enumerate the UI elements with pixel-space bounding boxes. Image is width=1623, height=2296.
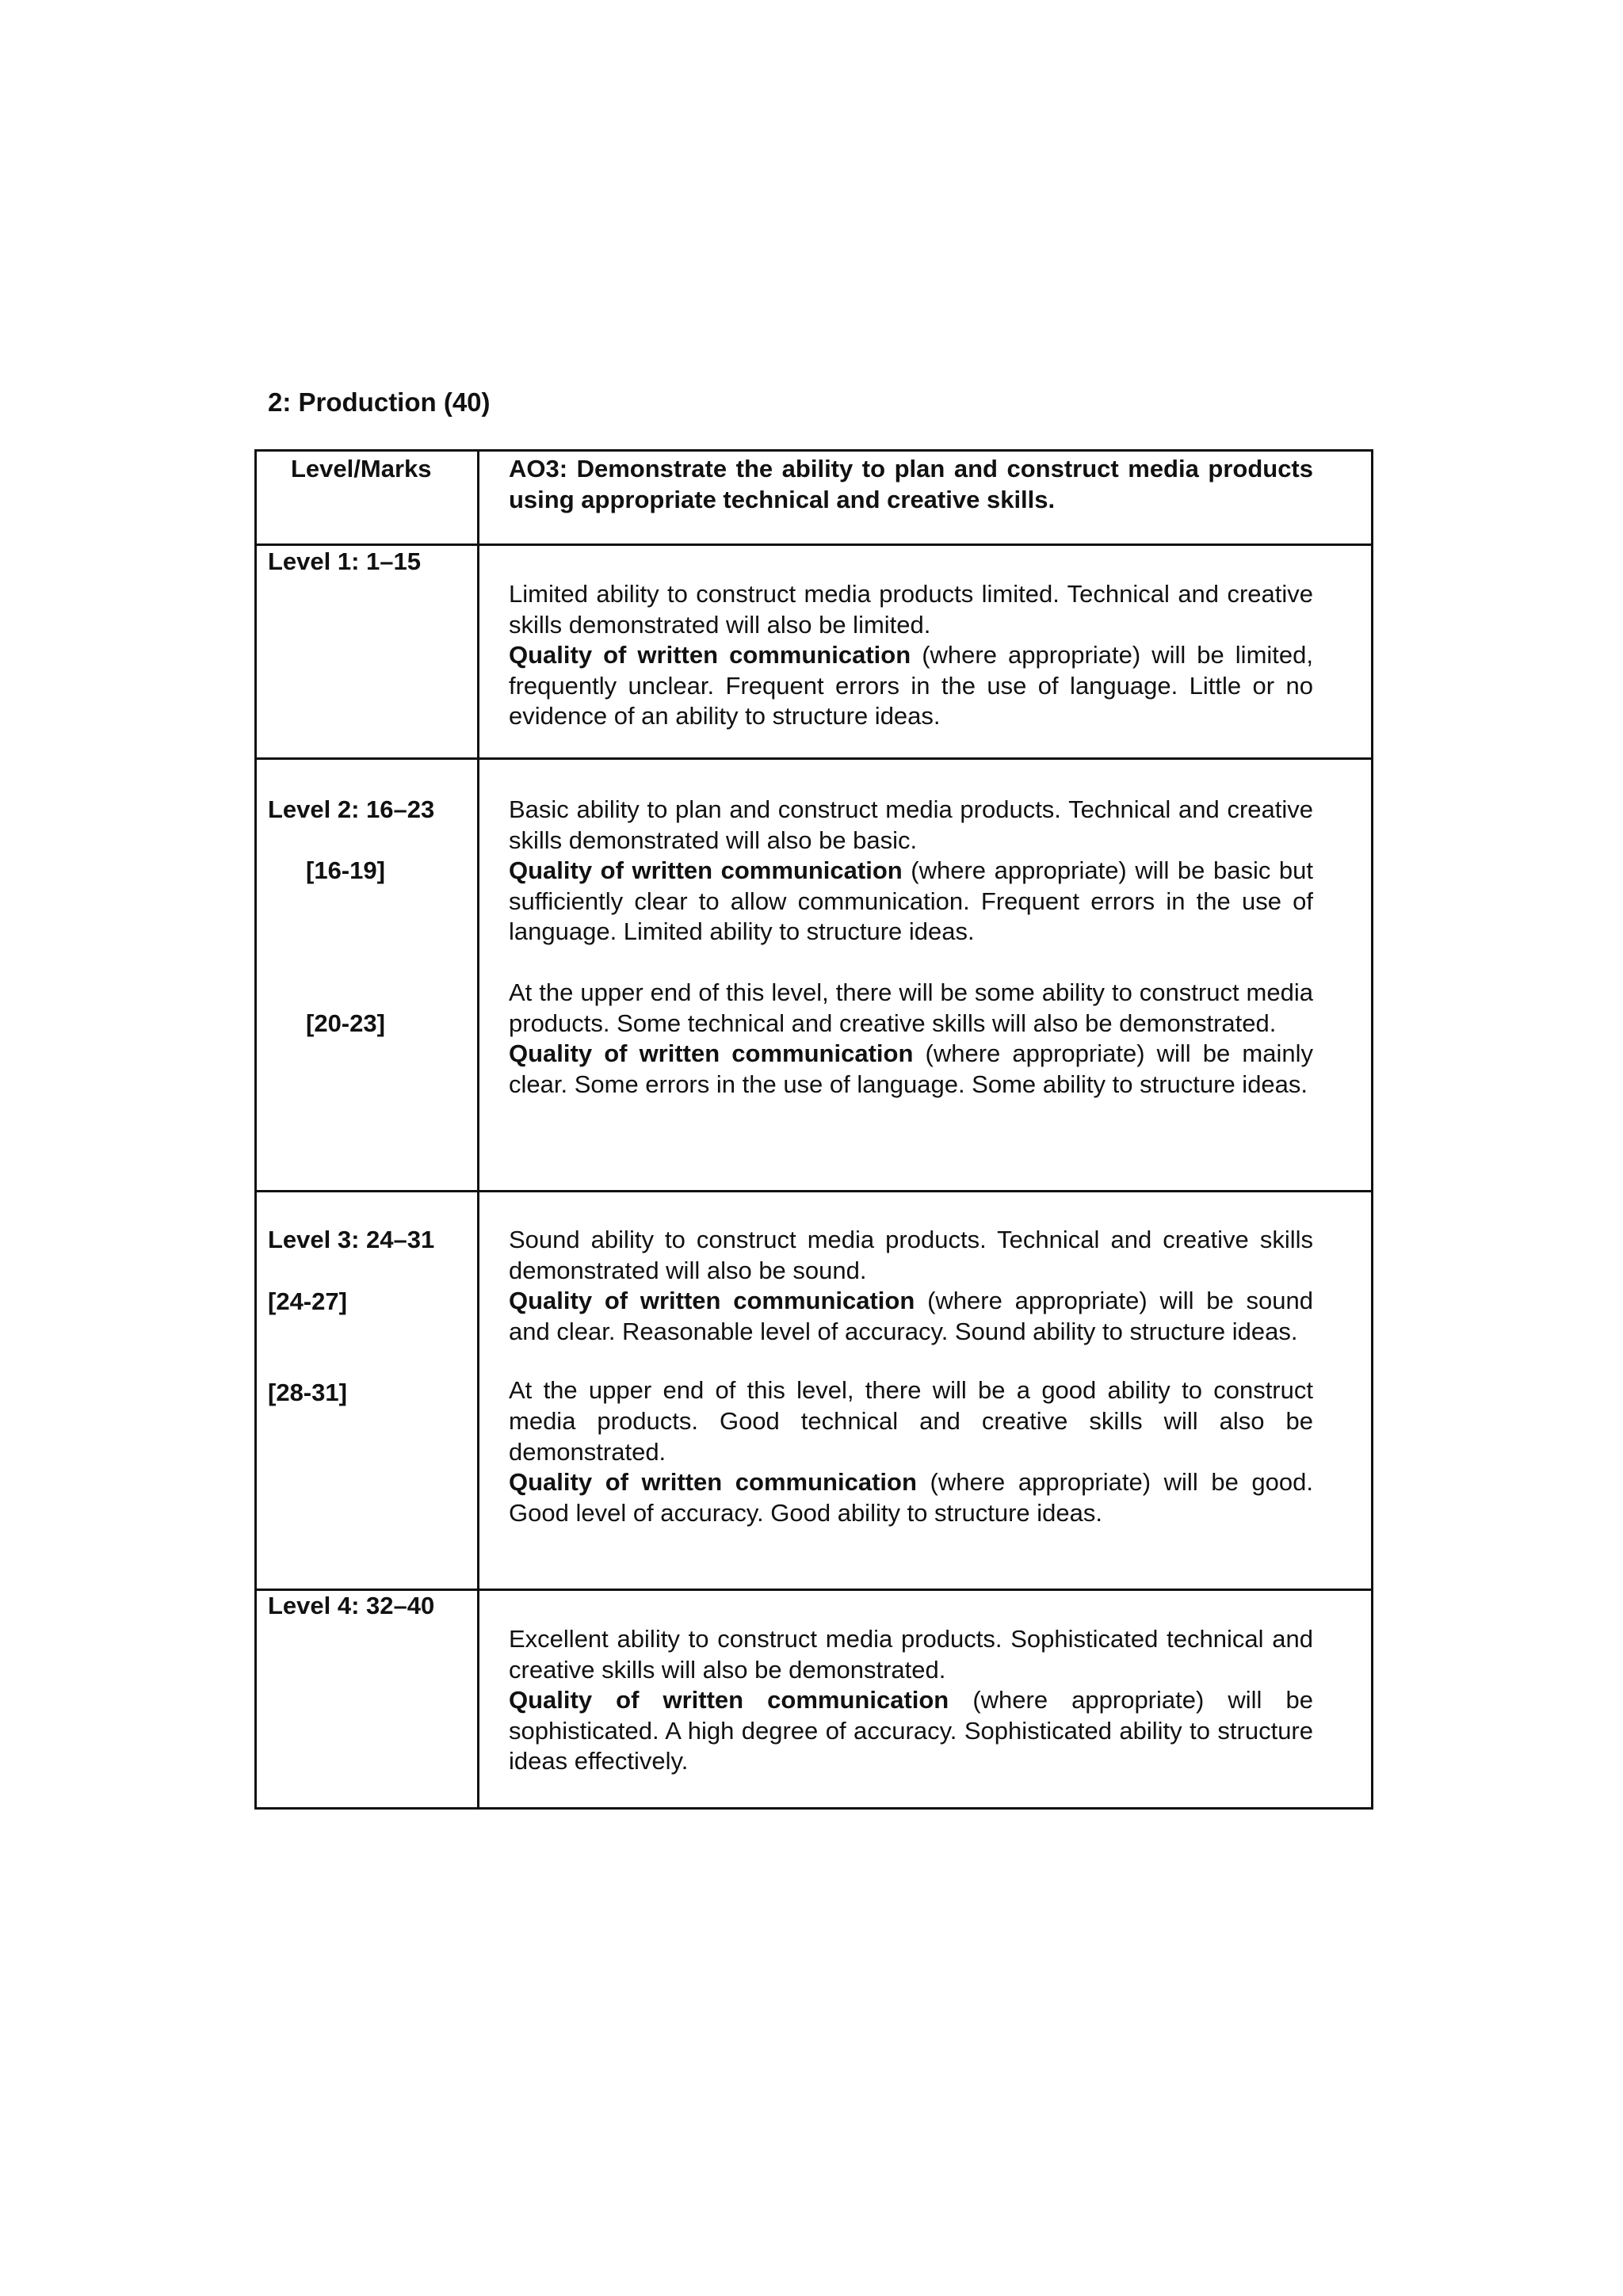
descriptor-paragraph — [509, 1375, 1313, 1528]
header-ao3: AO3: Demonstrate the ability to plan and construct media products using appropriate technical and creative skills. — [509, 455, 1313, 513]
descriptor-paragraph — [509, 1225, 1313, 1347]
row-level-1-description — [509, 579, 1313, 732]
qwc-text: (where appropriate) will be limited, frequently unclear. Frequent errors in the use of language. Little or no evidence of an ability to structure ideas. — [509, 641, 1313, 730]
qwc-label: Quality of written communication — [509, 1686, 949, 1714]
qwc-label: Quality of written communication — [509, 856, 903, 885]
qwc-label: Quality of written communication — [509, 1468, 917, 1497]
header-level-marks: Level/Marks — [291, 455, 432, 482]
qwc-text: (where appropriate) will be basic but sufficiently clear to allow communication. Frequent errors in the use of language. Limited ability to structure ideas. — [509, 856, 1313, 946]
row-level-3-description — [509, 1225, 1313, 1528]
row-level-3-sub-band-2: [28-31] — [268, 1379, 347, 1406]
descriptor-paragraph — [509, 795, 1313, 948]
descriptor-text: At the upper end of this level, there will be some ability to construct media products. Some technical and creative skills will also be demonstrated. — [509, 978, 1313, 1037]
row-divider — [257, 543, 1371, 546]
column-divider — [477, 452, 479, 1807]
qwc-label: Quality of written communication — [509, 641, 911, 669]
qwc-label: Quality of written communication — [509, 1039, 914, 1068]
qwc-text: (where appropriate) will be mainly clear. Some errors in the use of language. Some ability to structure ideas. — [509, 1039, 1313, 1098]
descriptor-text: Sound ability to construct media products. Technical and creative skills demonstrated will also be sound. — [509, 1226, 1313, 1284]
row-divider — [257, 757, 1371, 760]
qwc-text: (where appropriate) will be good. Good level of accuracy. Good ability to structure ideas. — [509, 1468, 1313, 1527]
row-level-2-sub-band-2: [20-23] — [306, 1009, 385, 1037]
section-title: 2: Production (40) — [268, 387, 491, 417]
row-level-3-label: Level 3: 24–31 — [268, 1226, 435, 1253]
row-level-3-sub-band-1: [24-27] — [268, 1287, 347, 1315]
qwc-text: (where appropriate) will be sound and clear. Reasonable level of accuracy. Sound ability to structure ideas. — [509, 1287, 1313, 1345]
qwc-label: Quality of written communication — [509, 1287, 915, 1315]
descriptor-text: At the upper end of this level, there will be a good ability to construct media products. Good technical and creative skills will also be demonstrated. — [509, 1376, 1313, 1466]
descriptor-text: Limited ability to construct media products limited. Technical and creative skills demonstrated will also be limited. — [509, 580, 1313, 639]
row-divider — [257, 1190, 1371, 1192]
descriptor-text: Excellent ability to construct media products. Sophisticated technical and creative skills will also be demonstrated. — [509, 1625, 1313, 1684]
descriptor-text: Basic ability to plan and construct media products. Technical and creative skills demonstrated will also be basic. — [509, 795, 1313, 854]
qwc-text: (where appropriate) will be sophisticated. A high degree of accuracy. Sophisticated ability to structure ideas effectively. — [509, 1686, 1313, 1775]
row-level-2-sub-band-1: [16-19] — [306, 856, 385, 884]
row-level-2-label: Level 2: 16–23 — [268, 795, 435, 823]
row-level-4-description — [509, 1624, 1313, 1777]
descriptor-paragraph — [509, 579, 1313, 732]
descriptor-paragraph — [509, 1624, 1313, 1777]
row-level-1-label: Level 1: 1–15 — [268, 547, 422, 575]
row-level-4-label: Level 4: 32–40 — [268, 1592, 435, 1619]
descriptor-paragraph — [509, 978, 1313, 1100]
row-level-2-description — [509, 795, 1313, 1100]
